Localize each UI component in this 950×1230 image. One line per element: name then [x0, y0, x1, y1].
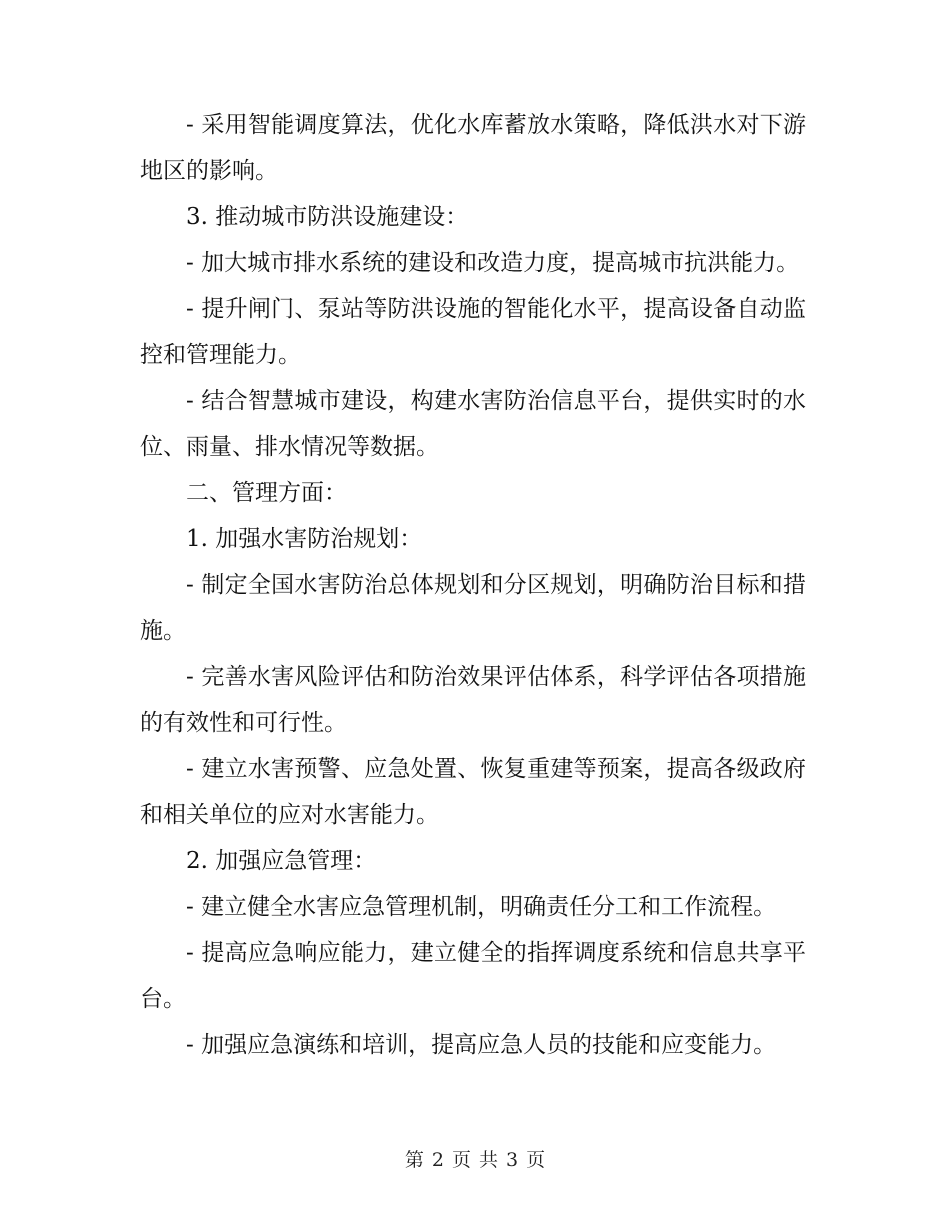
- paragraph: - 完善水害风险评估和防治效果评估体系，科学评估各项措施的有效性和可行性。: [140, 664, 806, 736]
- section-heading: 1. 加强水害防治规划：: [186, 526, 423, 552]
- section-heading: 3. 推动城市防洪设施建设：: [186, 204, 469, 230]
- footer-total-prefix: 共: [479, 1149, 499, 1171]
- footer-current-page: 2: [431, 1149, 444, 1171]
- paragraph: - 加强应急演练和培训，提高应急人员的技能和应变能力。: [186, 1032, 777, 1058]
- paragraph: - 制定全国水害防治总体规划和分区规划，明确防治目标和措施。: [140, 572, 806, 644]
- document-body: [140, 102, 806, 1068]
- paragraph: - 建立水害预警、应急处置、恢复重建等预案，提高各级政府和相关单位的应对水害能力。: [140, 756, 806, 828]
- footer-page-label: 页: [451, 1149, 471, 1171]
- section-heading: 二、管理方面：: [186, 480, 347, 506]
- paragraph: - 提升闸门、泵站等防洪设施的智能化水平，提高设备自动监控和管理能力。: [140, 296, 806, 368]
- footer-page-prefix: 第: [404, 1149, 424, 1171]
- section-heading: 2. 加强应急管理：: [186, 848, 377, 874]
- paragraph: - 结合智慧城市建设，构建水害防治信息平台，提供实时的水位、雨量、排水情况等数据。: [140, 388, 806, 460]
- paragraph: - 提高应急响应能力，建立健全的指挥调度系统和信息共享平台。: [140, 940, 806, 1012]
- paragraph: - 采用智能调度算法，优化水库蓄放水策略，降低洪水对下游地区的影响。: [140, 112, 806, 184]
- paragraph: - 加大城市排水系统的建设和改造力度，提高城市抗洪能力。: [186, 250, 800, 276]
- footer-total-pages: 3: [506, 1149, 519, 1171]
- page-footer: [0, 1148, 950, 1172]
- paragraph: - 建立健全水害应急管理机制，明确责任分工和工作流程。: [186, 894, 777, 920]
- footer-total-suffix: 页: [526, 1149, 546, 1171]
